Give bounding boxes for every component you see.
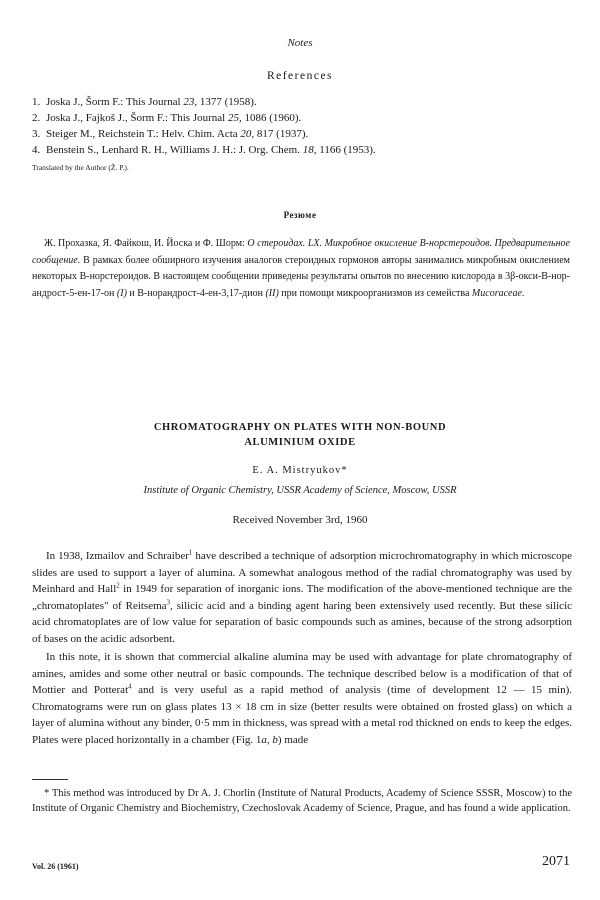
article-institute: Institute of Organic Chemistry, USSR Academy of Science, Moscow, USSR — [143, 485, 457, 496]
running-header: Notes — [287, 37, 313, 49]
footnote: * This method was introduced by Dr A. J. Chorlin (Institute of Natural Products, Academy of Science SSSR, Moscow) to the Institute of Organic Chemistry and Biochemistry, Czechoslovak Academy of Science, Prague, and has found a wide application. — [32, 788, 572, 814]
body-paragraph: In 1938, Izmailov and Schraiber$^1$ have described a technique of adsorption microchromatography in which microscope slides are used to support a layer of alumina. A somewhat analogous method of the radial chromatography was used by Meinhard and Hall$^2$ in 1949 for separation of inorganic ions. The modification of the above-mentioned technique are the „chromatoplates" of Reitsema$^3$, silicic acid and a binding agent haring been extensively used recently. But these silicic acid chromatoplates are of low value for separation of basic compounds such as amines, because of the strong adsorption of bases on the acidic adsorbent. — [32, 548, 573, 645]
translator-note: Translated by the Author (Ž. P.). — [32, 163, 129, 172]
article-body — [32, 548, 572, 748]
received-date: Received November 3rd, 1960 — [232, 514, 368, 526]
references-heading: References — [266, 70, 334, 82]
resume-heading: Резюме — [283, 210, 317, 220]
page-number: 2071 — [542, 854, 570, 869]
reference-item: 4. Benstein S., Lenhard R. H., Williams J. H.: J. Org. Chem. 18, 1166 (1953). — [32, 144, 376, 156]
reference-item: 2. Joska J., Fajkoš J., Šorm F.: This Journal 25, 1086 (1960). — [32, 112, 302, 124]
reference-item: 3. Steiger M., Reichstein T.: Helv. Chim. Acta 20, 817 (1937). — [32, 128, 309, 140]
article-author: E. A. Mistryukov* — [252, 465, 348, 476]
volume-info: Vol. 26 (1961) — [32, 862, 79, 871]
resume-paragraph: Ж. Прохазка, Я. Файкош, И. Йоска и Ф. Шорм: О стероидах. LX. Микробное окисление В-норстероидов. Предварительное сообщение. В рамках более обширного изучения аналогов стероидных гормонов авторы занимались микробным окислением некоторых В-норстероидов. В настоящем сообщении приведены результаты опытов по внесению кислорода в 3β-окси-В-норандрост-5-ен-17-он (I) и В-норандрост-4-ен-3,17-дион (II) при помощи микроорганизмов из семейства Mucoraceae. — [32, 238, 570, 299]
body-paragraph: In this note, it is shown that commercial alkaline alumina may be used with advantage for plate chromatography of amines, amides and some other neutral or basic compounds. The technique described below is a modification of that of Mottier and Potterat$^4$ and is very useful as a rapid method of analysis (time of development 12 — 15 min). Chromatograms were run on glass plates 13 × 18 cm in size (better results were obtained on frosted glass) on which a layer of alumina without any binder, 0·5 mm in thickness, was spread with a metal rod thickned on ends to keep the edges. Plates were placed horizontally in a chamber (Fig. 1a, b) made — [32, 651, 572, 746]
reference-item: 1. Joska J., Šorm F.: This Journal 23, 1377 (1958). — [32, 96, 257, 108]
references-list — [32, 94, 572, 158]
article-title: CHROMATOGRAPHY ON PLATES WITH NON-BOUND ALUMINIUM OXIDE — [153, 422, 447, 448]
footnote-rule — [32, 779, 68, 780]
